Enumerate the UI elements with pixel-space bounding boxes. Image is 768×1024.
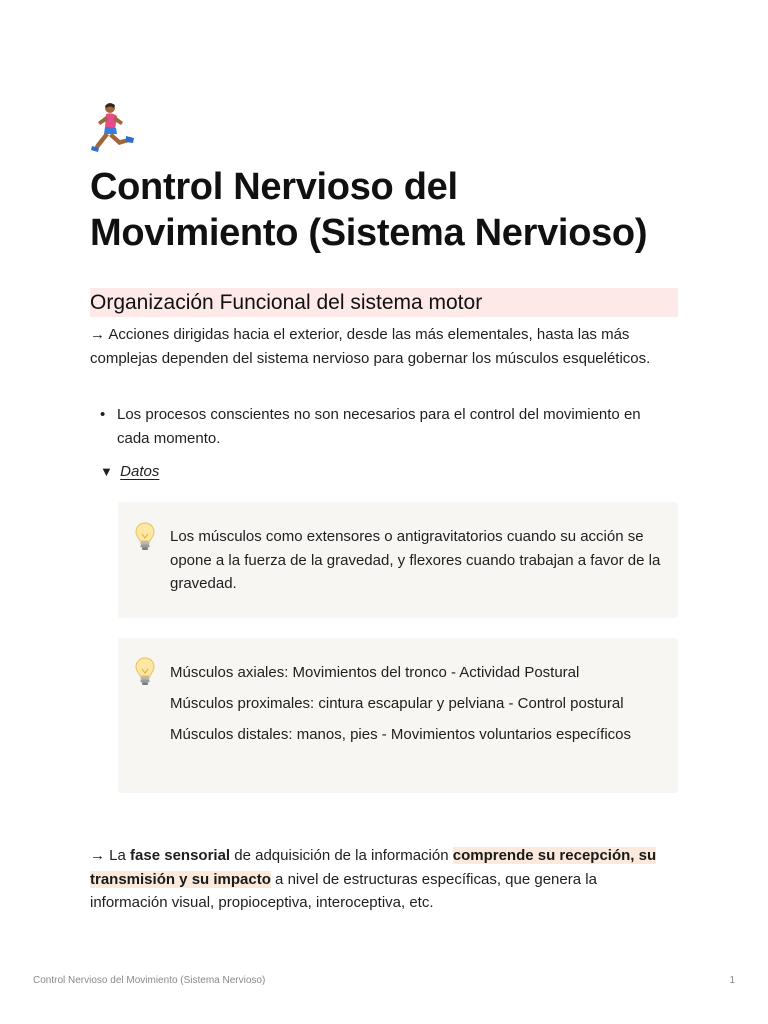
lightbulb-icon [134,657,156,687]
footer-document-title: Control Nervioso del Movimiento (Sistema Nervioso) [33,975,266,986]
toggle-datos[interactable] [100,460,159,484]
title-line-2: Movimiento (Sistema Nervioso) [90,212,648,254]
callout-line-axiales: Músculos axiales: Movimientos del tronco - Actividad Postural [170,664,580,681]
paragraph-fase-sensorial [90,844,678,915]
section-heading: Organización Funcional del sistema motor [90,288,678,317]
lightbulb-icon [134,522,156,552]
bullet-text: Los procesos conscientes no son necesarios para el control del movimiento en cada momento. [117,406,641,447]
bold-fase-sensorial: fase sensorial [130,847,231,864]
footer-page-number: 1 [729,975,735,986]
title-line-1: Control Nervioso del [90,166,458,208]
callout-box [118,502,678,618]
toggle-arrow-icon[interactable]: ▼ [100,464,113,479]
bullet-dot: • [100,406,106,423]
callout-text: Los músculos como extensores o antigravitatorios cuando su acción se opone a la fuerza de la gravedad, y flexores cuando trabajan a favor de la gravedad. [170,528,661,592]
page-title [90,164,710,256]
paragraph-mid: de adquisición de la información [230,847,453,864]
toggle-label[interactable]: Datos [120,463,160,480]
callout-line-distales: Músculos distales: manos, pies - Movimientos voluntarios específicos [170,726,632,743]
callout-line-proximales: Músculos proximales: cintura escapular y pelviana - Control postural [170,695,624,712]
paragraph-suffix: a nivel de estructuras específicas, que genera la información visual, propioceptiva, interoceptiva, etc. [90,870,597,911]
runner-icon [90,100,142,156]
callout-box-muscles [118,638,678,793]
paragraph-prefix: → La [90,847,131,864]
paragraph-acciones: → Acciones dirigidas hacia el exterior, desde las más elementales, hasta las más complejas dependen del sistema nervioso para gobernar los músculos esqueléticos. [90,326,651,367]
highlighted-text: comprende su recepción, su transmisión y su impacto [90,847,657,888]
